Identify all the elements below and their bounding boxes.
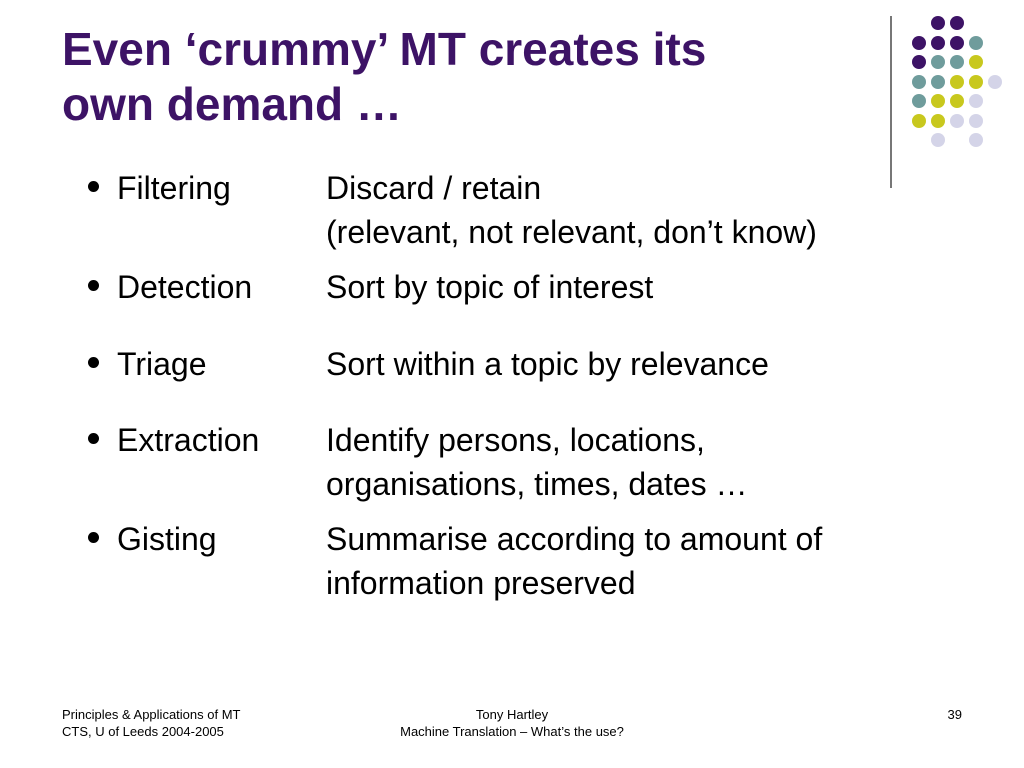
footer-presentation-title: Machine Translation – What’s the use?	[400, 724, 624, 739]
decorative-dot	[969, 55, 983, 69]
list-item-description	[326, 342, 936, 386]
list-item-description	[326, 265, 936, 309]
decorative-dot	[950, 114, 964, 128]
description-line: information preserved	[326, 565, 636, 601]
decorative-dot	[931, 55, 945, 69]
list-item-term: Extraction	[117, 422, 260, 458]
decorative-dot	[912, 36, 926, 50]
list-item-term: Filtering	[117, 170, 231, 206]
decorative-dot	[931, 94, 945, 108]
decorative-dot	[931, 133, 945, 147]
decorative-dot	[931, 16, 945, 30]
decorative-dot	[912, 55, 926, 69]
decorative-dot	[969, 114, 983, 128]
decorative-dot	[931, 36, 945, 50]
description-line: Sort within a topic by relevance	[326, 346, 769, 382]
list-item-description	[326, 517, 936, 605]
page-number: 39	[947, 707, 962, 722]
description-line: Summarise according to amount of	[326, 521, 823, 557]
decorative-dot	[931, 114, 945, 128]
list-item-term: Gisting	[117, 521, 217, 557]
decorative-dot	[969, 94, 983, 108]
decorative-dot	[931, 75, 945, 89]
list-item-term: Detection	[117, 269, 253, 305]
list-item-description	[326, 418, 936, 506]
decorative-dot	[950, 55, 964, 69]
footer-course-info	[62, 706, 240, 740]
vertical-divider	[890, 16, 892, 188]
bullet-icon	[88, 280, 99, 291]
slide-title-line-1: Even ‘crummy’ MT creates its	[62, 23, 707, 75]
slide-title-line-2: own demand …	[62, 78, 402, 130]
bullet-icon	[88, 181, 99, 192]
decorative-dot	[950, 94, 964, 108]
decorative-dot	[912, 94, 926, 108]
decorative-dot	[912, 114, 926, 128]
bullet-icon	[88, 433, 99, 444]
footer-author: Tony Hartley	[475, 707, 549, 722]
decorative-dot	[988, 75, 1002, 89]
description-line: Sort by topic of interest	[326, 269, 654, 305]
decorative-dot	[969, 75, 983, 89]
decorative-dot	[969, 36, 983, 50]
slide-title	[62, 22, 872, 132]
decorative-dot	[912, 75, 926, 89]
list-item-description	[326, 166, 936, 254]
bullet-icon	[88, 532, 99, 543]
bullet-icon	[88, 357, 99, 368]
description-line: Identify persons, locations,	[326, 422, 705, 458]
decorative-dot	[950, 75, 964, 89]
footer-institution: CTS, U of Leeds 2004-2005	[62, 724, 224, 739]
footer-presentation-info	[362, 706, 662, 740]
description-line: (relevant, not relevant, don’t know)	[326, 214, 817, 250]
description-line: Discard / retain	[326, 170, 542, 206]
list-item-term: Triage	[117, 346, 207, 382]
description-line: organisations, times, dates …	[326, 466, 748, 502]
decorative-dot	[950, 36, 964, 50]
decorative-dot	[950, 16, 964, 30]
footer-course-title: Principles & Applications of MT	[62, 707, 241, 722]
decorative-dot	[969, 133, 983, 147]
